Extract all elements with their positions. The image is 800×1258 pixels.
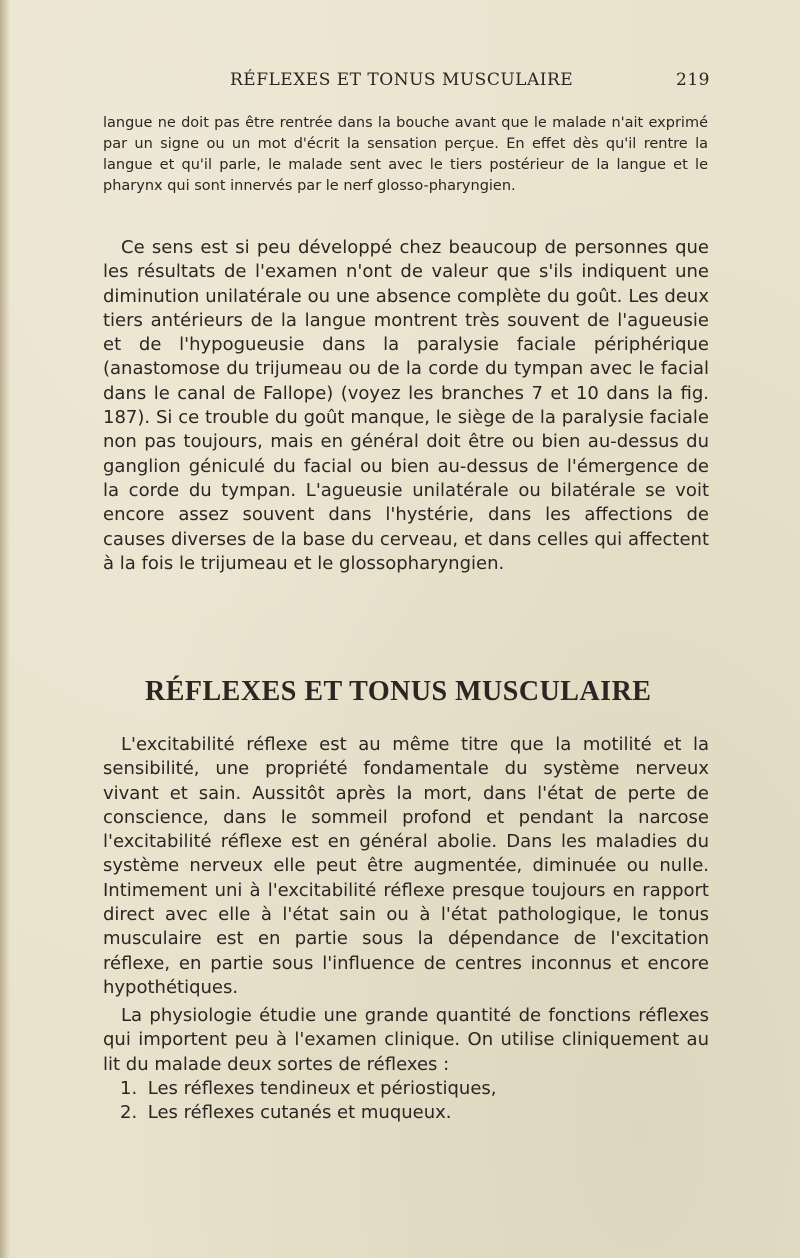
running-header-title: RÉFLEXES ET TONUS MUSCULAIRE	[230, 70, 574, 90]
list-item-number: 2.	[120, 1102, 138, 1124]
body-paragraph-reflex-excitability: L'excitabilité réflexe est au même titre que la motilité et la sensibilité, une propriété fondamentale du système nerveux vivant et sain. Aussitôt après la mort, dans l'état de perte de conscience, dans le sommeil profond et pendant la narcose l'excitabilité réflexe est en général abolie. Dans les maladies du système nerveux elle peut être augmentée, diminuée ou nulle. Intimement uni à l'excitabilité réflexe presque toujours en rapport direct avec elle à l'état sain ou à l'état pathologique, le tonus musculaire est en partie sous la dépendance de l'excitation réflexe, en partie sous l'influence de centres inconnus et encore hypothétiques.	[103, 734, 709, 998]
list-item-text: Les réflexes cutanés et muqueux.	[147, 1102, 452, 1124]
page-number: 219	[676, 70, 710, 90]
page-edge-shadow	[0, 0, 10, 1258]
small-print-paragraph: langue ne doit pas être rentrée dans la bouche avant que le malade n'ait exprimé par un signe ou un mot d'écrit la sensation perçue. En effet dès qu'il rentre la langue et qu'il parle, le malade sent avec le tiers postérieur de la langue et le pharynx qui sont innervés par le nerf glosso-pharyngien.	[103, 115, 708, 194]
list-item-number: 1.	[120, 1078, 138, 1099]
body-paragraph-taste: Ce sens est si peu développé chez beaucoup de personnes que les résultats de l'examen n'ont de valeur que s'ils indiquent une diminution unilatérale ou une absence complète du goût. Les deux tiers antérieurs de la langue montrent très souvent de l'agueusie et de l'hypogueusie dans la paralysie faciale périphérique (anastomose du trijumeau ou de la corde du tympan avec le facial dans le canal de Fallope) (voyez les branches 7 et 10 dans la fig. 187). Si ce trouble du goût manque, le siège de la paralysie faciale non pas toujours, mais en général doit être ou bien au-dessus du ganglion géniculé du facial ou bien au-dessus de l'émergence de la corde du tympan. L'agueusie unilatérale ou bilatérale se voit encore assez souvent dans l'hystérie, dans les affections de causes diverses de la base du cerveau, et dans celles qui affectent à la fois le trijumeau et le glossopharyngien.	[103, 237, 709, 574]
list-item	[120, 1101, 710, 1125]
body-paragraph-physiology: La physiologie étudie une grande quantité de fonctions réflexes qui importent peu à l'examen clinique. On utilise cliniquement au lit du malade deux sortes de réflexes :	[103, 1005, 709, 1075]
reflex-types-list	[120, 1077, 710, 1126]
section-heading: RÉFLEXES ET TONUS MUSCULAIRE	[145, 676, 652, 707]
list-item	[120, 1077, 710, 1101]
list-item-text: Les réflexes tendineux et périostiques,	[147, 1078, 497, 1099]
